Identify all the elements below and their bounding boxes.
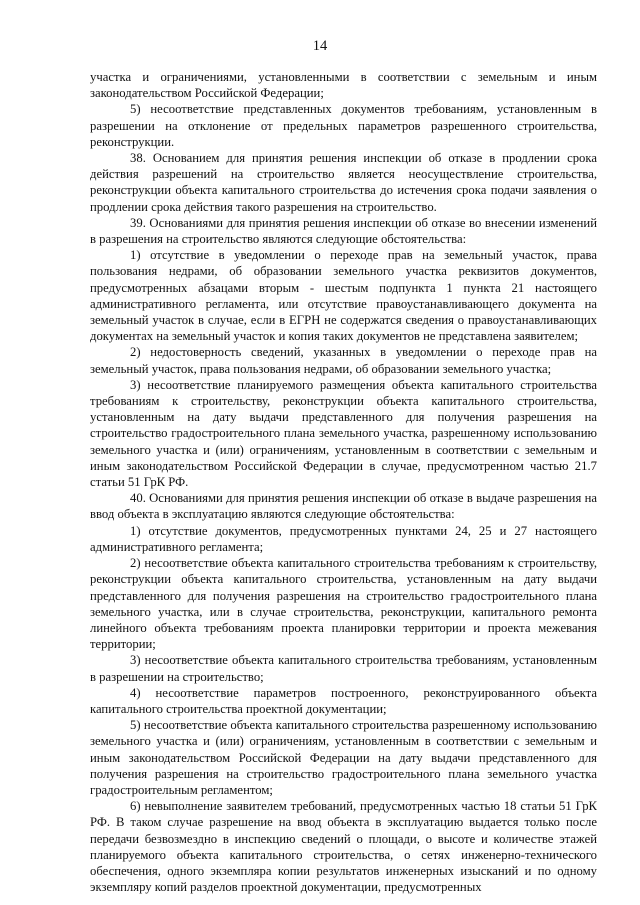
paragraph-40-item-1: 1) отсутствие документов, предусмотренных пунктами 24, 25 и 27 настоящего административного регламента; (90, 523, 597, 554)
paragraph-40-item-3: 3) несоответствие объекта капитального строительства требованиям, установленным в разрешении на строительство; (90, 653, 597, 684)
document-body (90, 69, 597, 895)
paragraph-40: 40. Основаниями для принятия решения инспекции об отказе в выдаче разрешения на ввод объекта в эксплуатацию являются следующие обстоятельства: (90, 491, 597, 522)
paragraph-item-5: 5) несоответствие представленных документов требованиям, установленным в разрешении на отклонение от предельных параметров разрешенного строительства, реконструкции. (90, 102, 597, 149)
paragraph-39-item-1: 1) отсутствие в уведомлении о переходе прав на земельный участок, права пользования недрами, об образовании земельного участка реквизитов документов, предусмотренных абзацами вторым - шестым подпункта 1 пункта 21 настоящего административного регламента, или отсутствие правоустанавливающего документа на земельный участок в случае, если в ЕГРН не содержатся сведения о правоустанавливающих документах на земельный участок и копия таких документов не представлена заявителем; (90, 248, 597, 344)
paragraph-40-item-4: 4) несоответствие параметров построенного, реконструированного объекта капитального строительства проектной документации; (90, 685, 597, 716)
paragraph-38: 38. Основанием для принятия решения инспекции об отказе в продлении срока действия разрешений на строительство является неосуществление строительства, реконструкции объекта капитального строительства до истечения срока подачи заявления о продлении срока действия такого разрешения на строительство. (90, 151, 597, 214)
paragraph-40-item-6: 6) невыполнение заявителем требований, предусмотренных частью 18 статьи 51 ГрК РФ. В таком случае разрешение на ввод объекта в эксплуатацию выдается только после передачи безвозмездно в инспекцию сведений о площади, о высоте и количестве этажей планируемого объекта капитального строительства, о сетях инженерно-технического обеспечения, одного экземпляра копии результатов инженерных изысканий и по одному экземпляру копий разделов проектной документации, предусмотренных (90, 799, 597, 895)
paragraph-40-item-5: 5) несоответствие объекта капитального строительства разрешенному использованию земельного участка и (или) ограничениям, установленным в соответствии с земельным и иным законодательством Российской Федерации на дату выдачи представленного для получения разрешения на строительство градостроительного плана земельного участка градостроительным регламентом; (90, 718, 597, 797)
paragraph-40-item-2: 2) несоответствие объекта капитального строительства требованиям к строительству, реконструкции объекта капитального строительства, установленным на дату выдачи представленного для получения разрешения на строительство градостроительного плана земельного участка, или в случае строительства, реконструкции, капитального ремонта линейного объекта требованиям проекта планировки территории и проекта межевания территории; (90, 556, 597, 652)
paragraph-39: 39. Основаниями для принятия решения инспекции об отказе во внесении изменений в разрешения на строительство являются следующие обстоятельства: (90, 215, 597, 247)
paragraph-39-item-2: 2) недостоверность сведений, указанных в уведомлении о переходе прав на земельный участок, права пользования недрами, об образовании земельного участка; (90, 345, 597, 376)
paragraph-1-continuation: участка и ограничениями, установленными в соответствии с земельным и иным законодательством Российской Федерации; (90, 70, 597, 101)
page-number: 14 (312, 38, 328, 54)
paragraph-39-item-3: 3) несоответствие планируемого размещения объекта капитального строительства требованиям к строительству, реконструкции объекта капитального строительства, установленным на дату выдачи представленного для получения разрешения на строительство градостроительного плана земельного участка, разрешенному использованию земельного участка и (или) ограничениям, установленным в соответствии с земельным и иным законодательством Российской Федерации в случае, предусмотренном частью 21.7 статьи 51 ГрК РФ. (90, 377, 597, 490)
